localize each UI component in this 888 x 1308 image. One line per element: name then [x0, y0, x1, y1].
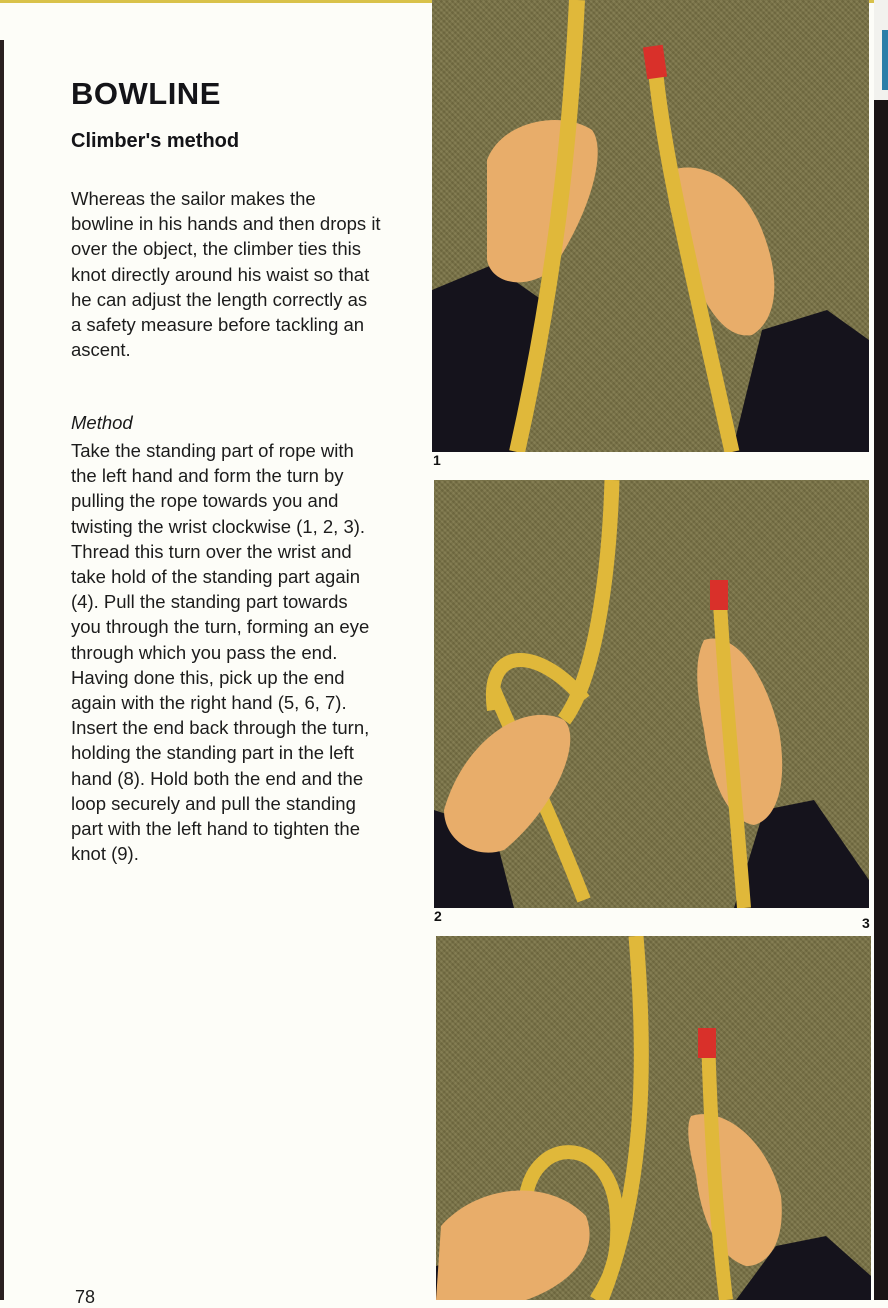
photo-caption-1: 1: [433, 452, 441, 468]
photo-step-1: [432, 0, 869, 452]
rope-hands-illustration-3: [436, 936, 871, 1300]
photo-step-3: [436, 936, 871, 1300]
photo-step-2: [434, 480, 869, 908]
page-title: BOWLINE: [71, 76, 221, 111]
rope-hands-illustration-2: [434, 480, 869, 908]
page-right-edge-accent: [882, 30, 888, 90]
method-paragraph: Take the standing part of rope with the left hand and form the turn by pulling the rope towards you and twisting the wrist clockwise (1, 2, 3). Thread this turn over the wrist and take hold of the standing part again (4). Pull the standing part towards you through the turn, forming an eye through which you pass the end. Having done this, pick up the end again with the right hand (5, 6, 7). Insert the end back through the turn, holding the standing part in the left hand (8). Hold both the end and the loop securely and pull the standing part with the left hand to tighten the knot (9).: [71, 440, 370, 865]
page-binding-edge: [0, 40, 4, 1300]
photo-caption-3: 3: [862, 915, 870, 931]
page-right-edge: [874, 20, 888, 1300]
intro-paragraph: Whereas the sailor makes the bowline in his hands and then drops it over the object, the climber ties this knot directly around his waist so that he can adjust the length correctly as a safety measure before tackling an ascent.: [71, 188, 381, 361]
method-heading: Method: [71, 412, 133, 433]
photo-caption-2: 2: [434, 908, 442, 924]
rope-hands-illustration-1: [432, 0, 869, 452]
page-subtitle: Climber's method: [71, 130, 240, 152]
page-number: 78: [75, 1287, 96, 1307]
